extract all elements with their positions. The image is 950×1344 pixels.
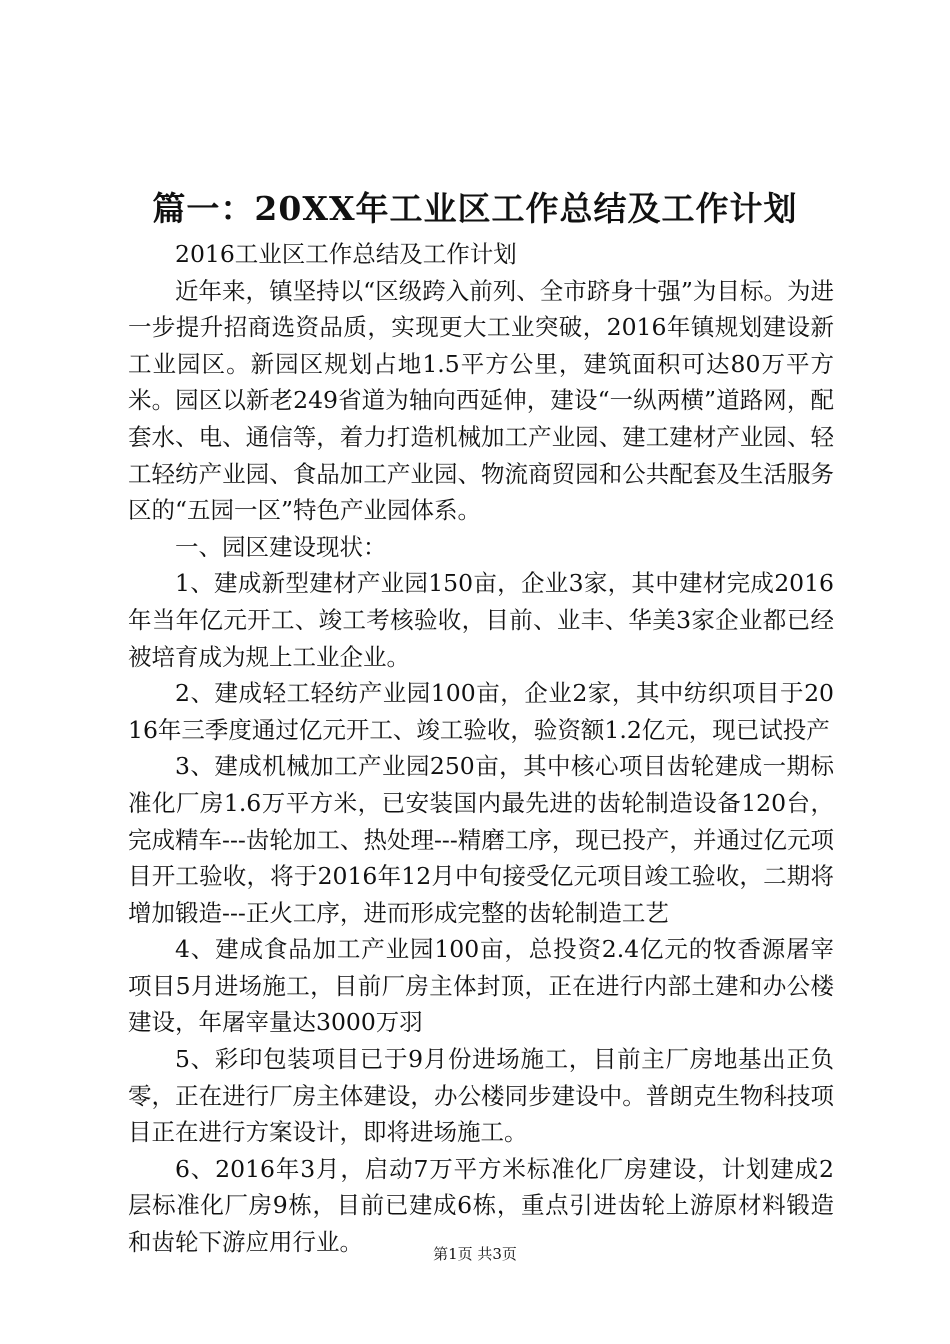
page-number-footer: 第1页 共3页 — [433, 1245, 517, 1263]
paragraph-item-6: 6、2016年3月，启动7万平方米标准化厂房建设，计划建成2层标准化厂房9栋，目前已建成6栋，重点引进齿轮上游原材料锻造和齿轮下游应用行业。 — [128, 1154, 834, 1257]
paragraph-intro: 近年来，镇坚持以“区级跨入前列、全市跻身十强”为目标。为进一步提升招商选资品质，实现更大工业突破，2016年镇规划建设新工业园区。新园区规划占地1.5平方公里，建筑面积可达80万平方米。园区以新老249省道为轴向西延伸，建设“一纵两横”道路网，配套水、电、通信等，着力打造机械加工产业园、建工建材产业园、轻工轻纺产业园、食品加工产业园、物流商贸园和公共配套及生活服务区的“五园一区”特色产业园体系。 — [128, 276, 834, 525]
paragraph-item-2: 2、建成轻工轻纺产业园100亩，企业2家，其中纺织项目于2016年三季度通过亿元开工、竣工验收，验资额1.2亿元，现已试投产 — [128, 679, 834, 744]
document-body — [128, 236, 834, 1261]
paragraph-item-3: 3、建成机械加工产业园250亩，其中核心项目齿轮建成一期标准化厂房1.6万平方米，已安装国内最先进的齿轮制造设备120台，完成精车---齿轮加工、热处理---精磨工序，现已投产，并通过亿元项目开工验收，将于2016年12月中旬接受亿元项目竣工验收，二期将增加锻造---正火工序，进而形成完整的齿轮制造工艺 — [128, 752, 834, 927]
paragraph-item-1: 1、建成新型建材产业园150亩，企业3家，其中建材完成2016年当年亿元开工、竣工考核验收，目前、业丰、华美3家企业都已经被培育成为规上工业企业。 — [128, 569, 834, 671]
paragraph-item-4: 4、建成食品加工产业园100亩，总投资2.4亿元的牧香源屠宰项目5月进场施工，目前厂房主体封顶，正在进行内部土建和办公楼建设，年屠宰量达3000万羽 — [128, 935, 834, 1037]
section-heading: 一、园区建设现状： — [175, 532, 387, 561]
paragraph-item-5: 5、彩印包装项目已于9月份进场施工，目前主厂房地基出正负零，正在进行厂房主体建设，办公楼同步建设中。普朗克生物科技项目正在进行方案设计，即将进场施工。 — [128, 1045, 834, 1147]
paragraph-subtitle: 2016工业区工作总结及工作计划 — [175, 240, 517, 268]
document-title: 篇一：20XX年工业区工作总结及工作计划 — [152, 189, 798, 228]
